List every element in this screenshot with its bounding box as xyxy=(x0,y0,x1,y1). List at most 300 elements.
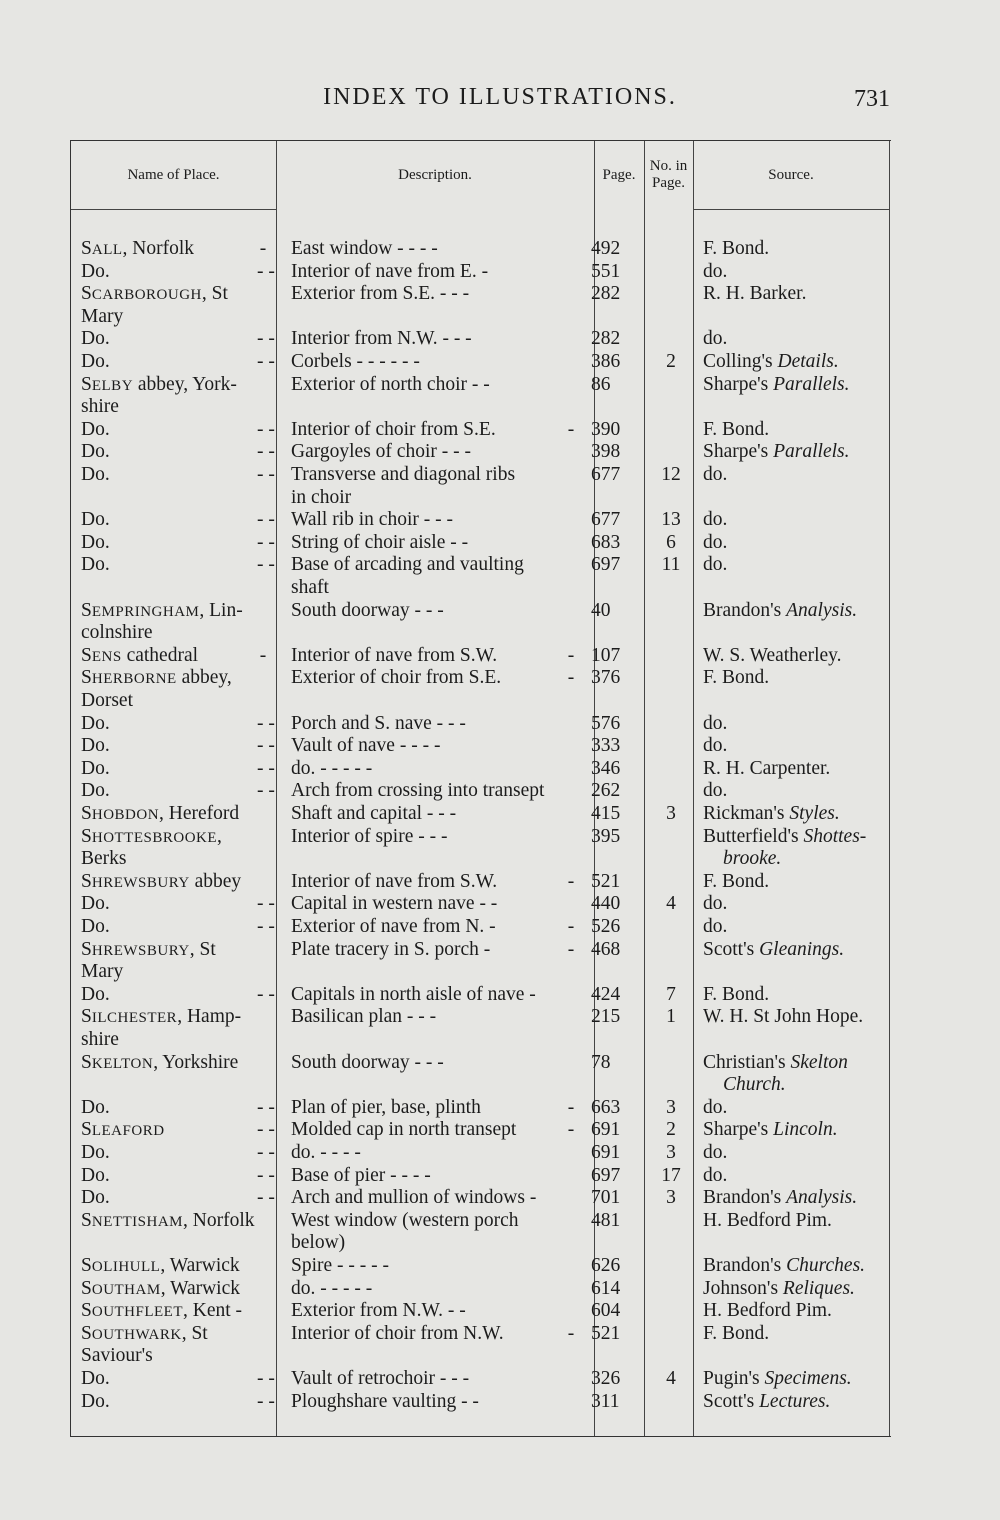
table-row xyxy=(71,509,889,531)
page-ref: 576 xyxy=(591,712,621,734)
source xyxy=(703,1187,893,1209)
description: Exterior from N.W. - - xyxy=(291,1300,466,1322)
leader-dashes: - - xyxy=(257,1368,275,1389)
place-name: Saviour's xyxy=(81,1345,153,1367)
description: Capital in western nave - - xyxy=(291,893,498,915)
place-suffix: cathedral xyxy=(121,644,199,666)
headword-initial: S xyxy=(81,825,92,847)
table-row xyxy=(71,419,889,441)
description: Plate tracery in S. porch - xyxy=(291,938,491,960)
description: Interior of choir from N.W. xyxy=(291,1322,504,1344)
description: Arch from crossing into transept xyxy=(291,780,545,802)
source-author: Scott's xyxy=(703,1390,760,1412)
source-title: Styles. xyxy=(789,803,840,824)
leader-dashes: - - xyxy=(257,1096,275,1118)
number-in-page: 3 xyxy=(666,1142,676,1163)
source: W. S. Weatherley. xyxy=(703,644,842,666)
place-name: shire xyxy=(81,1029,119,1050)
source-author: Rickman's xyxy=(703,803,790,824)
source-author: Brandon's xyxy=(703,1255,787,1276)
place-suffix: , Norfolk xyxy=(183,1209,255,1231)
source-title: Analysis. xyxy=(786,599,858,621)
description: String of choir aisle - - xyxy=(291,531,469,553)
description: shaft xyxy=(291,577,329,598)
description: Exterior of choir from S.E. xyxy=(291,667,502,689)
headword-initial: S xyxy=(81,599,92,621)
place-suffix: abbey, York- xyxy=(133,373,237,395)
leader-dashes: - - xyxy=(257,757,275,779)
page-ref: 677 xyxy=(591,509,621,531)
source xyxy=(703,1074,893,1096)
headword-rest: HOTTESBROOKE xyxy=(91,829,218,846)
description: do. - - - - xyxy=(291,1142,361,1163)
source xyxy=(703,374,893,396)
leader-dashes: - - xyxy=(257,418,275,440)
place-name xyxy=(81,645,267,668)
place-suffix: , Hamp- xyxy=(177,1006,242,1028)
place-name: Do. xyxy=(81,554,110,576)
index-table xyxy=(70,140,891,1437)
description: Wall rib in choir - - - xyxy=(291,509,453,531)
description: Molded cap in north transept xyxy=(291,1119,517,1141)
place-suffix: , xyxy=(217,825,222,847)
source: F. Bond. xyxy=(703,238,770,259)
leader-dashes: - - xyxy=(257,554,275,576)
source-author: Sharpe's xyxy=(703,373,774,395)
leader-dashes: - - xyxy=(257,464,275,485)
page-ref: 526 xyxy=(591,916,621,937)
source: H. Bedford Pim. xyxy=(703,1209,832,1231)
place-name xyxy=(81,1006,267,1029)
page-ref: 521 xyxy=(591,1322,621,1344)
description: Interior of nave from E. - xyxy=(291,260,489,282)
source: do. xyxy=(703,328,728,350)
source-title: Church. xyxy=(723,1074,786,1096)
description: Porch and S. nave - - - xyxy=(291,712,466,734)
page-ref: 262 xyxy=(591,780,621,802)
place-name: Do. xyxy=(81,893,110,915)
description: Basilican plan - - - xyxy=(291,1006,437,1028)
table-row xyxy=(71,238,889,260)
place-name: Do. xyxy=(81,441,110,463)
headword-initial: S xyxy=(81,1277,92,1299)
number-in-page: 12 xyxy=(661,464,681,485)
leader-dashes: - - xyxy=(257,351,275,372)
column-header-description: Description. xyxy=(398,166,472,183)
table-row xyxy=(71,532,889,554)
leader-dashes: - - xyxy=(257,712,275,734)
headword-initial: S xyxy=(81,1006,92,1028)
place-suffix: abbey, xyxy=(176,667,232,689)
headword-initial: S xyxy=(81,1255,92,1276)
headword-initial: S xyxy=(81,1209,92,1231)
table-row xyxy=(71,374,889,396)
place-name xyxy=(81,1255,267,1278)
table-row xyxy=(71,690,889,712)
place-name xyxy=(81,1300,267,1323)
table-row xyxy=(71,1345,889,1367)
table-row xyxy=(71,396,889,418)
place-name: Do. xyxy=(81,983,110,1005)
headword-initial: S xyxy=(81,644,92,666)
description: Interior of nave from S.W. xyxy=(291,870,498,892)
place-suffix: , Yorkshire xyxy=(153,1051,239,1073)
leader-dashes: - xyxy=(259,238,267,259)
place-name: Do. xyxy=(81,509,110,531)
place-name: Do. xyxy=(81,757,110,779)
page-ref: 614 xyxy=(591,1277,621,1299)
page-ref: 604 xyxy=(591,1300,621,1322)
description: Base of pier - - - - xyxy=(291,1164,431,1186)
table-row xyxy=(71,713,889,735)
number-in-page: 3 xyxy=(666,1096,676,1118)
place-suffix: abbey xyxy=(189,870,242,892)
description: Gargoyles of choir - - - xyxy=(291,441,471,463)
table-row xyxy=(71,328,889,350)
number-in-page: 7 xyxy=(666,983,676,1005)
description: do. - - - - - xyxy=(291,757,373,779)
headword-rest: OUTHAM xyxy=(91,1281,161,1298)
description: Ploughshare vaulting - - xyxy=(291,1390,479,1412)
description: East window - - - - xyxy=(291,238,438,259)
page-ref: 282 xyxy=(591,328,621,350)
page-number: 731 xyxy=(854,86,890,112)
description: Interior of spire - - - xyxy=(291,825,448,847)
table-row xyxy=(71,1323,889,1345)
leader-dashes: - - xyxy=(257,1164,275,1186)
headword-rest: CARBOROUGH xyxy=(91,287,202,304)
headword-rest: ALL xyxy=(91,242,123,258)
source xyxy=(703,1052,893,1074)
leader-dashes: - xyxy=(567,667,575,689)
headword-rest: HOBDON xyxy=(91,807,160,823)
table-row xyxy=(71,848,889,870)
leader-dashes: - xyxy=(567,418,575,440)
headword-rest: HERBORNE xyxy=(91,671,177,688)
page-ref: 468 xyxy=(591,938,621,960)
page-ref: 697 xyxy=(591,1164,621,1186)
description: Plan of pier, base, plinth xyxy=(291,1096,481,1118)
headword-rest: ELBY xyxy=(91,377,134,394)
place-name: colnshire xyxy=(81,622,153,644)
header-rule xyxy=(71,209,276,210)
page-ref: 691 xyxy=(591,1142,621,1163)
number-in-page: 2 xyxy=(666,1119,676,1141)
table-row xyxy=(71,803,889,825)
table-row xyxy=(71,939,889,961)
place-name: Do. xyxy=(81,1187,110,1209)
column-header-number: No. in Page. xyxy=(649,158,688,191)
source: F. Bond. xyxy=(703,418,770,440)
number-in-page: 3 xyxy=(666,1187,676,1209)
leader-dashes: - - xyxy=(257,1119,275,1141)
source-author: Sharpe's xyxy=(703,441,774,463)
place-name xyxy=(81,283,267,306)
table-row xyxy=(71,441,889,463)
table-row xyxy=(71,1300,889,1322)
place-name: Do. xyxy=(81,1142,110,1163)
table-row xyxy=(71,961,889,983)
page-ref: 677 xyxy=(591,464,621,485)
place-name xyxy=(81,667,267,690)
leader-dashes: - - xyxy=(257,1390,275,1412)
leader-dashes: - xyxy=(567,916,575,937)
number-in-page: 1 xyxy=(666,1006,676,1028)
description: Capitals in north aisle of nave - xyxy=(291,983,536,1005)
table-row xyxy=(71,1255,889,1277)
place-name: Do. xyxy=(81,531,110,553)
place-name: shire xyxy=(81,396,119,418)
source-author: Brandon's xyxy=(703,599,787,621)
leader-dashes: - xyxy=(567,1322,575,1344)
source xyxy=(703,351,893,373)
source-author: Johnson's xyxy=(703,1277,783,1299)
place-suffix: , St xyxy=(189,938,216,960)
table-row xyxy=(71,1165,889,1187)
description: Vault of nave - - - - xyxy=(291,735,441,757)
headword-initial: S xyxy=(81,283,92,305)
place-name xyxy=(81,238,267,261)
source: W. H. St John Hope. xyxy=(703,1006,864,1028)
leader-dashes: - xyxy=(567,1119,575,1141)
description: Corbels - - - - - - xyxy=(291,351,420,372)
table-row xyxy=(71,1278,889,1300)
place-name: Do. xyxy=(81,712,110,734)
headword-rest: OUTHFLEET xyxy=(91,1304,184,1321)
source xyxy=(703,1278,893,1300)
source: do. xyxy=(703,780,728,802)
table-row xyxy=(71,1029,889,1051)
place-suffix: , St xyxy=(201,283,228,305)
page-ref: 481 xyxy=(591,1209,621,1231)
description: South doorway - - - xyxy=(291,599,444,621)
page-ref: 626 xyxy=(591,1255,621,1276)
description: in choir xyxy=(291,486,352,508)
leader-dashes: - - xyxy=(257,260,275,282)
table-row xyxy=(71,645,889,667)
page-ref: 521 xyxy=(591,870,621,892)
column-header-source: Source. xyxy=(768,166,814,183)
source-title: Churches. xyxy=(786,1255,866,1276)
source-title: Details. xyxy=(777,351,839,372)
headword-rest: KELTON xyxy=(91,1055,154,1072)
source-author: Scott's xyxy=(703,938,760,960)
place-name: Do. xyxy=(81,1096,110,1118)
number-in-page: 3 xyxy=(666,803,676,824)
page-ref: 492 xyxy=(591,238,621,259)
headword-rest: HREWSBURY xyxy=(91,874,190,891)
headword-initial: S xyxy=(81,667,92,689)
headword-rest: ILCHESTER xyxy=(91,1010,178,1027)
headword-rest: OLIHULL xyxy=(91,1259,161,1275)
page-ref: 683 xyxy=(591,531,621,553)
leader-dashes: - - xyxy=(257,531,275,553)
page-ref: 107 xyxy=(591,644,621,666)
headword-initial: S xyxy=(81,870,92,892)
source: do. xyxy=(703,735,728,757)
source xyxy=(703,1119,893,1141)
page-ref: 215 xyxy=(591,1006,621,1028)
page-ref: 390 xyxy=(591,418,621,440)
leader-dashes: - - xyxy=(257,780,275,802)
headword-rest: NETTISHAM xyxy=(91,1213,184,1230)
table-row xyxy=(71,1142,889,1164)
source: F. Bond. xyxy=(703,983,770,1005)
source: do. xyxy=(703,1164,728,1186)
page-ref: 346 xyxy=(591,757,621,779)
headword-initial: S xyxy=(81,803,92,824)
place-suffix: , Kent - xyxy=(183,1300,243,1322)
table-row xyxy=(71,984,889,1006)
number-in-page: 4 xyxy=(666,1368,676,1389)
place-name xyxy=(81,1210,267,1233)
number-in-page: 6 xyxy=(666,531,676,553)
column-header-page: Page. xyxy=(602,166,636,183)
source: do. xyxy=(703,531,728,553)
page-ref: 78 xyxy=(591,1051,611,1073)
headword-rest: EMPRINGHAM xyxy=(91,603,200,620)
page-ref: 326 xyxy=(591,1368,621,1389)
description: Base of arcading and vaulting xyxy=(291,554,524,576)
table-row xyxy=(71,780,889,802)
place-name xyxy=(81,1323,267,1346)
number-in-page: 17 xyxy=(661,1164,681,1186)
table-row xyxy=(71,871,889,893)
source-title: Parallels. xyxy=(773,373,850,395)
page-ref: 424 xyxy=(591,983,621,1005)
page-ref: 86 xyxy=(591,373,611,395)
description: Interior from N.W. - - - xyxy=(291,328,472,350)
source: R. H. Carpenter. xyxy=(703,757,831,779)
headword-initial: S xyxy=(81,938,92,960)
place-name xyxy=(81,826,267,849)
table-row xyxy=(71,735,889,757)
table-row xyxy=(71,1052,889,1074)
description: Vault of retrochoir - - - xyxy=(291,1368,470,1389)
place-suffix: , Lin- xyxy=(199,599,243,621)
source: F. Bond. xyxy=(703,667,770,689)
place-name: Dorset xyxy=(81,690,133,711)
page-title: INDEX TO ILLUSTRATIONS. xyxy=(323,84,677,110)
headword-rest: LEAFORD xyxy=(91,1123,165,1140)
leader-dashes: - - xyxy=(257,509,275,531)
place-name: Do. xyxy=(81,1164,110,1186)
page-ref: 691 xyxy=(591,1119,621,1141)
description: South doorway - - - xyxy=(291,1051,444,1073)
source-author: Brandon's xyxy=(703,1187,787,1209)
description: West window (western porch xyxy=(291,1209,519,1231)
source-title: Specimens. xyxy=(764,1368,852,1389)
place-name xyxy=(81,871,267,894)
table-row xyxy=(71,351,889,373)
description: Spire - - - - - xyxy=(291,1255,390,1276)
source: do. xyxy=(703,1142,728,1163)
table-row xyxy=(71,1119,889,1141)
place-name xyxy=(81,1119,275,1142)
source: do. xyxy=(703,916,728,937)
source-title: Lincoln. xyxy=(773,1119,838,1141)
leader-dashes: - xyxy=(567,870,575,892)
number-in-page: 2 xyxy=(666,351,676,372)
page-ref: 333 xyxy=(591,735,621,757)
source xyxy=(703,1255,893,1277)
table-row xyxy=(71,1074,889,1096)
source-title: Analysis. xyxy=(786,1187,858,1209)
table-row xyxy=(71,577,889,599)
table-row xyxy=(71,667,889,689)
table-row xyxy=(71,306,889,328)
description: below) xyxy=(291,1232,346,1254)
place-name: Do. xyxy=(81,418,110,440)
table-row xyxy=(71,916,889,938)
table-row xyxy=(71,893,889,915)
table-row xyxy=(71,464,889,486)
headword-rest: OUTHWARK xyxy=(91,1326,182,1343)
leader-dashes: - - xyxy=(257,893,275,915)
table-row xyxy=(71,1097,889,1119)
description: Shaft and capital - - - xyxy=(291,803,457,824)
source: do. xyxy=(703,509,728,531)
source xyxy=(703,1391,893,1413)
leader-dashes: - - xyxy=(257,1142,275,1163)
page-ref: 697 xyxy=(591,554,621,576)
headword-initial: S xyxy=(81,1322,92,1344)
table-row xyxy=(71,622,889,644)
headword-initial: S xyxy=(81,1300,92,1322)
leader-dashes: - - xyxy=(257,441,275,463)
table-row xyxy=(71,487,889,509)
number-in-page: 4 xyxy=(666,893,676,915)
header-rule xyxy=(693,209,889,210)
table-row xyxy=(71,1368,889,1390)
source xyxy=(703,803,893,825)
leader-dashes: - - xyxy=(257,328,275,350)
source-title: Lectures. xyxy=(759,1390,831,1412)
source-title: Parallels. xyxy=(773,441,850,463)
page-ref: 311 xyxy=(591,1390,620,1412)
place-name: Do. xyxy=(81,1368,110,1389)
place-name: Berks xyxy=(81,848,127,870)
table-row xyxy=(71,554,889,576)
table-row xyxy=(71,1210,889,1232)
description: Interior of nave from S.W. xyxy=(291,644,498,666)
place-name: Do. xyxy=(81,351,110,372)
place-name: Mary xyxy=(81,961,124,983)
place-name: Do. xyxy=(81,916,110,937)
place-suffix: , Hereford xyxy=(159,803,240,824)
source: R. H. Barker. xyxy=(703,283,807,305)
leader-dashes: - - xyxy=(257,983,275,1005)
description: Exterior from S.E. - - - xyxy=(291,283,470,305)
table-row xyxy=(71,1391,889,1413)
page-ref: 663 xyxy=(591,1096,621,1118)
source-author: Pugin's xyxy=(703,1368,765,1389)
page-ref: 551 xyxy=(591,260,621,282)
page-ref: 440 xyxy=(591,893,621,915)
place-name xyxy=(81,1052,267,1075)
table-row xyxy=(71,261,889,283)
source-author: Colling's xyxy=(703,351,778,372)
source xyxy=(703,848,893,870)
table-row xyxy=(71,600,889,622)
description: do. - - - - - xyxy=(291,1277,373,1299)
leader-dashes: - xyxy=(259,644,267,666)
source: do. xyxy=(703,260,728,282)
place-suffix: , Warwick xyxy=(160,1255,240,1276)
source-author: Christian's xyxy=(703,1051,791,1073)
source: do. xyxy=(703,712,728,734)
page-ref: 40 xyxy=(591,599,611,621)
